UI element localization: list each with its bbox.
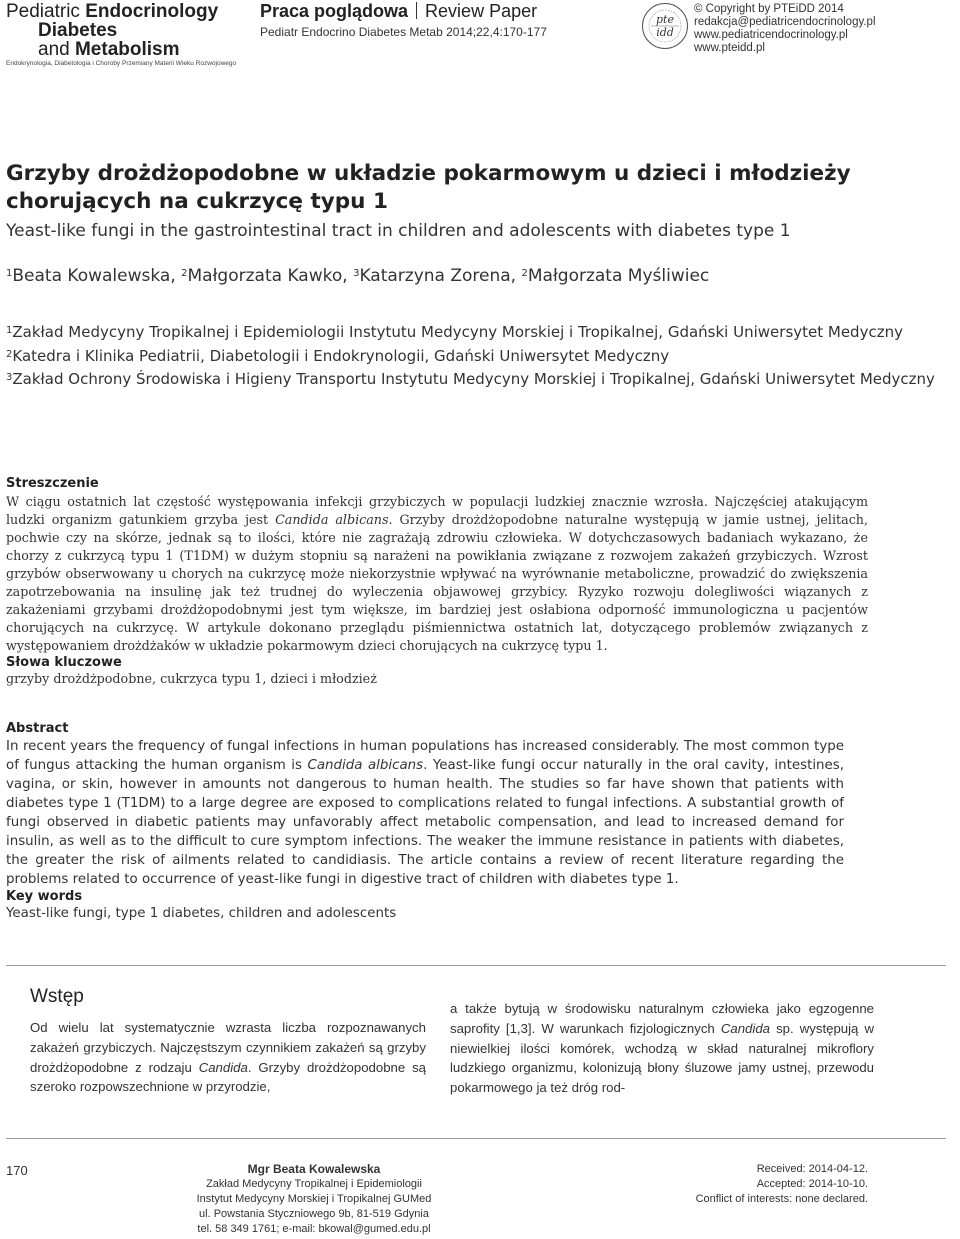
- journal-title-part: Endocrinology: [85, 1, 219, 22]
- author-name: Małgorzata Myśliwiec: [527, 266, 710, 286]
- author-sup: 2: [181, 268, 188, 279]
- journal-tagline: Endokrynologia, Diabetologia i Choroby Przemiany Materii Wieku Rozwojowego: [6, 60, 237, 67]
- affiliations: [6, 321, 936, 392]
- text-run: W ciągu ostatnich lat częstość występowania infekcji grzybiczych w populacji ludzkiej znacznie wzrosła. Najczęściej atakującym ludzki organizm gatunkiem grzyba jest: [6, 494, 868, 527]
- author-name: Beata Kowalewska,: [12, 266, 182, 286]
- section-heading: Streszczenie: [6, 476, 99, 491]
- page-number: 170: [6, 1163, 28, 1178]
- text-run: In recent years the frequency of fungal infections in human populations has increased considerably. The most common type of fungus attacking the human organism is: [6, 739, 844, 773]
- text-run-italic: Candida: [720, 1020, 770, 1036]
- affiliation: [6, 321, 936, 345]
- text-run: Od wielu lat systematycznie wzrasta liczba rozpoznawanych zakażeń grzybiczych. Najczęstszym czynnikiem zakażeń są grzyby drożdżopodobne z rodzaju: [30, 1020, 426, 1075]
- editor-email[interactable]: redakcja@pediatricendocrinology.pl: [694, 16, 876, 28]
- accepted-date: Accepted: 2014-10-10.: [756, 1178, 868, 1190]
- keywords-heading: Key words: [6, 889, 83, 904]
- text-run-italic: Candida albicans: [275, 512, 389, 527]
- author-name: Małgorzata Kawko,: [187, 266, 354, 286]
- copyright: © Copyright by PTEiDD 2014: [694, 3, 844, 15]
- author-name: Katarzyna Zorena,: [359, 266, 522, 286]
- journal-title-part: Pediatric: [6, 1, 86, 22]
- keywords-heading: Słowa kluczowe: [6, 655, 122, 670]
- affiliation-sup: 3: [6, 372, 13, 383]
- copyright-block: [694, 3, 876, 55]
- journal-title-part: Metabolism: [74, 39, 180, 60]
- divider: [6, 1138, 946, 1139]
- body-column-right: [450, 999, 874, 1098]
- svg-text:pte: pte: [656, 13, 674, 26]
- article-type-pl: Praca poglądowa: [260, 1, 409, 21]
- journal-title-part: and: [38, 39, 75, 60]
- text-run: sp. występują w niewielkiej ilości komórek, wchodzą w skład naturalnej mikroflory ludzkiego organizmu, kolonizują błony śluzowe jamy ustnej, przewodu pokarmowego ja też dróg rod-: [450, 1020, 875, 1096]
- journal-website[interactable]: www.pediatricendocrinology.pl: [694, 29, 848, 41]
- journal-title: [6, 2, 236, 68]
- article-type-en: Review Paper: [425, 1, 538, 21]
- corr-line: Instytut Medycyny Morskiej i Tropikalnej GUMed: [196, 1193, 432, 1205]
- keywords: Yeast-like fungi, type 1 diabetes, children and adolescents: [6, 906, 397, 921]
- body-column-left: [30, 1018, 426, 1097]
- journal-title-part: Diabetes: [38, 20, 118, 41]
- author-sup: 2: [521, 268, 528, 279]
- author-list: [6, 264, 709, 288]
- keywords: grzyby drożdżpodobne, cukrzyca typu 1, dzieci i młodzież: [6, 671, 377, 686]
- correspondence: [169, 1162, 459, 1237]
- article-title-en: Yeast-like fungi in the gastrointestinal tract in children and adolescents with diabetes type 1: [6, 221, 791, 241]
- text-run-italic: Candida: [198, 1059, 248, 1075]
- affiliation-sup: 2: [6, 348, 13, 360]
- article-type: [260, 1, 547, 39]
- corr-line: tel. 58 349 1761; e-mail: bkowal@gumed.edu.pl: [197, 1223, 431, 1235]
- text-run: . Yeast-like fungi occur naturally in the oral cavity, intestines, vagina, or skin, however in amounts not dangerous to human health. The studies so far have shown that patients with diabetes type 1 (T1DM) to a large degree are exposed to complications related to fungal infections. A substantial growth of fungi observed in diabetic patients may unfavorably affect metabolic compensation, and lead to increased demand for insulin, as well as to the difficult to cure symptom infections. The weaker the immune resistance in patients with diabetes, the greater the risk of ailments related to candidiasis. The article contains a review of recent literature regarding the problems related to occurrence of yeast-like fungi in digestive tract of children with diabetes type 1.: [6, 758, 844, 887]
- affiliation: [6, 368, 936, 392]
- affiliation-text: Zakład Ochrony Środowiska i Higieny Transportu Instytutu Medycyny Morskiej i Tropikalnej, Gdański Uniwersytet Medyczny: [12, 370, 935, 388]
- section-heading: Wstęp: [30, 986, 84, 1007]
- citation: Pediatr Endocrino Diabetes Metab 2014;22,4:170-177: [260, 25, 547, 39]
- society-logo: [641, 2, 689, 50]
- corr-line: Zakład Medycyny Tropikalnej i Epidemiologii: [206, 1178, 422, 1190]
- affiliation-text: Zakład Medycyny Tropikalnej i Epidemiologii Instytutu Medycyny Morskiej i Tropikalnej, Gdański Uniwersytet Medyczny: [12, 323, 903, 341]
- separator: [416, 2, 417, 19]
- text-run: a także bytują w środowisku naturalnym człowieka jako egzogenne saprofity [1,3]. W warunkach fizjologicznych: [450, 1001, 874, 1036]
- text-run: . Grzyby drożdżopodobne są szeroko rozpowszechnione w przyrodzie,: [30, 1059, 427, 1095]
- divider: [6, 965, 946, 966]
- affiliation-sup: 1: [6, 325, 13, 336]
- conflict-statement: Conflict of interests: none declared.: [695, 1193, 868, 1205]
- streszczenie-text: [6, 493, 868, 655]
- society-website[interactable]: www.pteidd.pl: [694, 42, 765, 54]
- article-title-pl: [6, 160, 946, 216]
- svg-text:idd: idd: [656, 26, 674, 39]
- received-date: Received: 2014-04-12.: [756, 1163, 868, 1175]
- corr-line: ul. Powstania Styczniowego 9b, 81-519 Gdynia: [199, 1208, 429, 1220]
- text-run: . Grzyby drożdżopodobne naturalne występują w jamie ustnej, jelitach, pochwie czy na skórze, jednak są to ilości, które nie zagrażają zdrowiu człowieka. W dotychczasowych badaniach wykazano, że chorzy z cukrzycą typu 1 (T1DM) w dużym stopniu są narażeni na powikłania związane z rozwojem zakażeń grzybiczych. Wzrost grzybów obserwowany u chorych na cukrzycę może niekorzystnie wpływać na wyrównanie metaboliczne, prowadzić do zwiększenia zapotrzebowania na insulinę jak też trudnej do wyleczenia objawowej grzybicy. Ryzyko rozwoju dolegliwości wiązanych z zakażeniami grzybami drożdżopodobnymi jest tym większe, im bardziej jest osłabiona odporność immunologiczna u pacjentów chorujących na cukrzycę. W artykule dokonano przeglądu piśmiennictwa ostatnich lat, dotyczącego problemów związanych z występowaniem drożdżaków w układzie pokarmowym dzieci chorujących na cukrzycę typu 1.: [6, 512, 869, 653]
- affiliation-text: Katedra i Klinika Pediatrii, Diabetologii i Endokrynologii, Gdański Uniwersytet Medyczny: [12, 346, 670, 365]
- abstract-section: [6, 721, 844, 923]
- text-run-italic: Candida albicans: [307, 758, 424, 773]
- author-sup: 1: [6, 268, 13, 279]
- title-line: Grzyby drożdżopodobne w układzie pokarmowym u dzieci i młodzieży: [6, 161, 851, 186]
- title-line: chorujących na cukrzycę typu 1: [6, 189, 388, 214]
- streszczenie-section: [6, 476, 868, 688]
- section-heading: Abstract: [6, 721, 69, 736]
- abstract-text: [6, 737, 844, 889]
- corr-name: Mgr Beata Kowalewska: [247, 1162, 381, 1176]
- affiliation: [6, 345, 936, 369]
- article-dates: [640, 1162, 868, 1207]
- society-seal-icon: [641, 2, 689, 50]
- author-sup: 3: [353, 268, 360, 279]
